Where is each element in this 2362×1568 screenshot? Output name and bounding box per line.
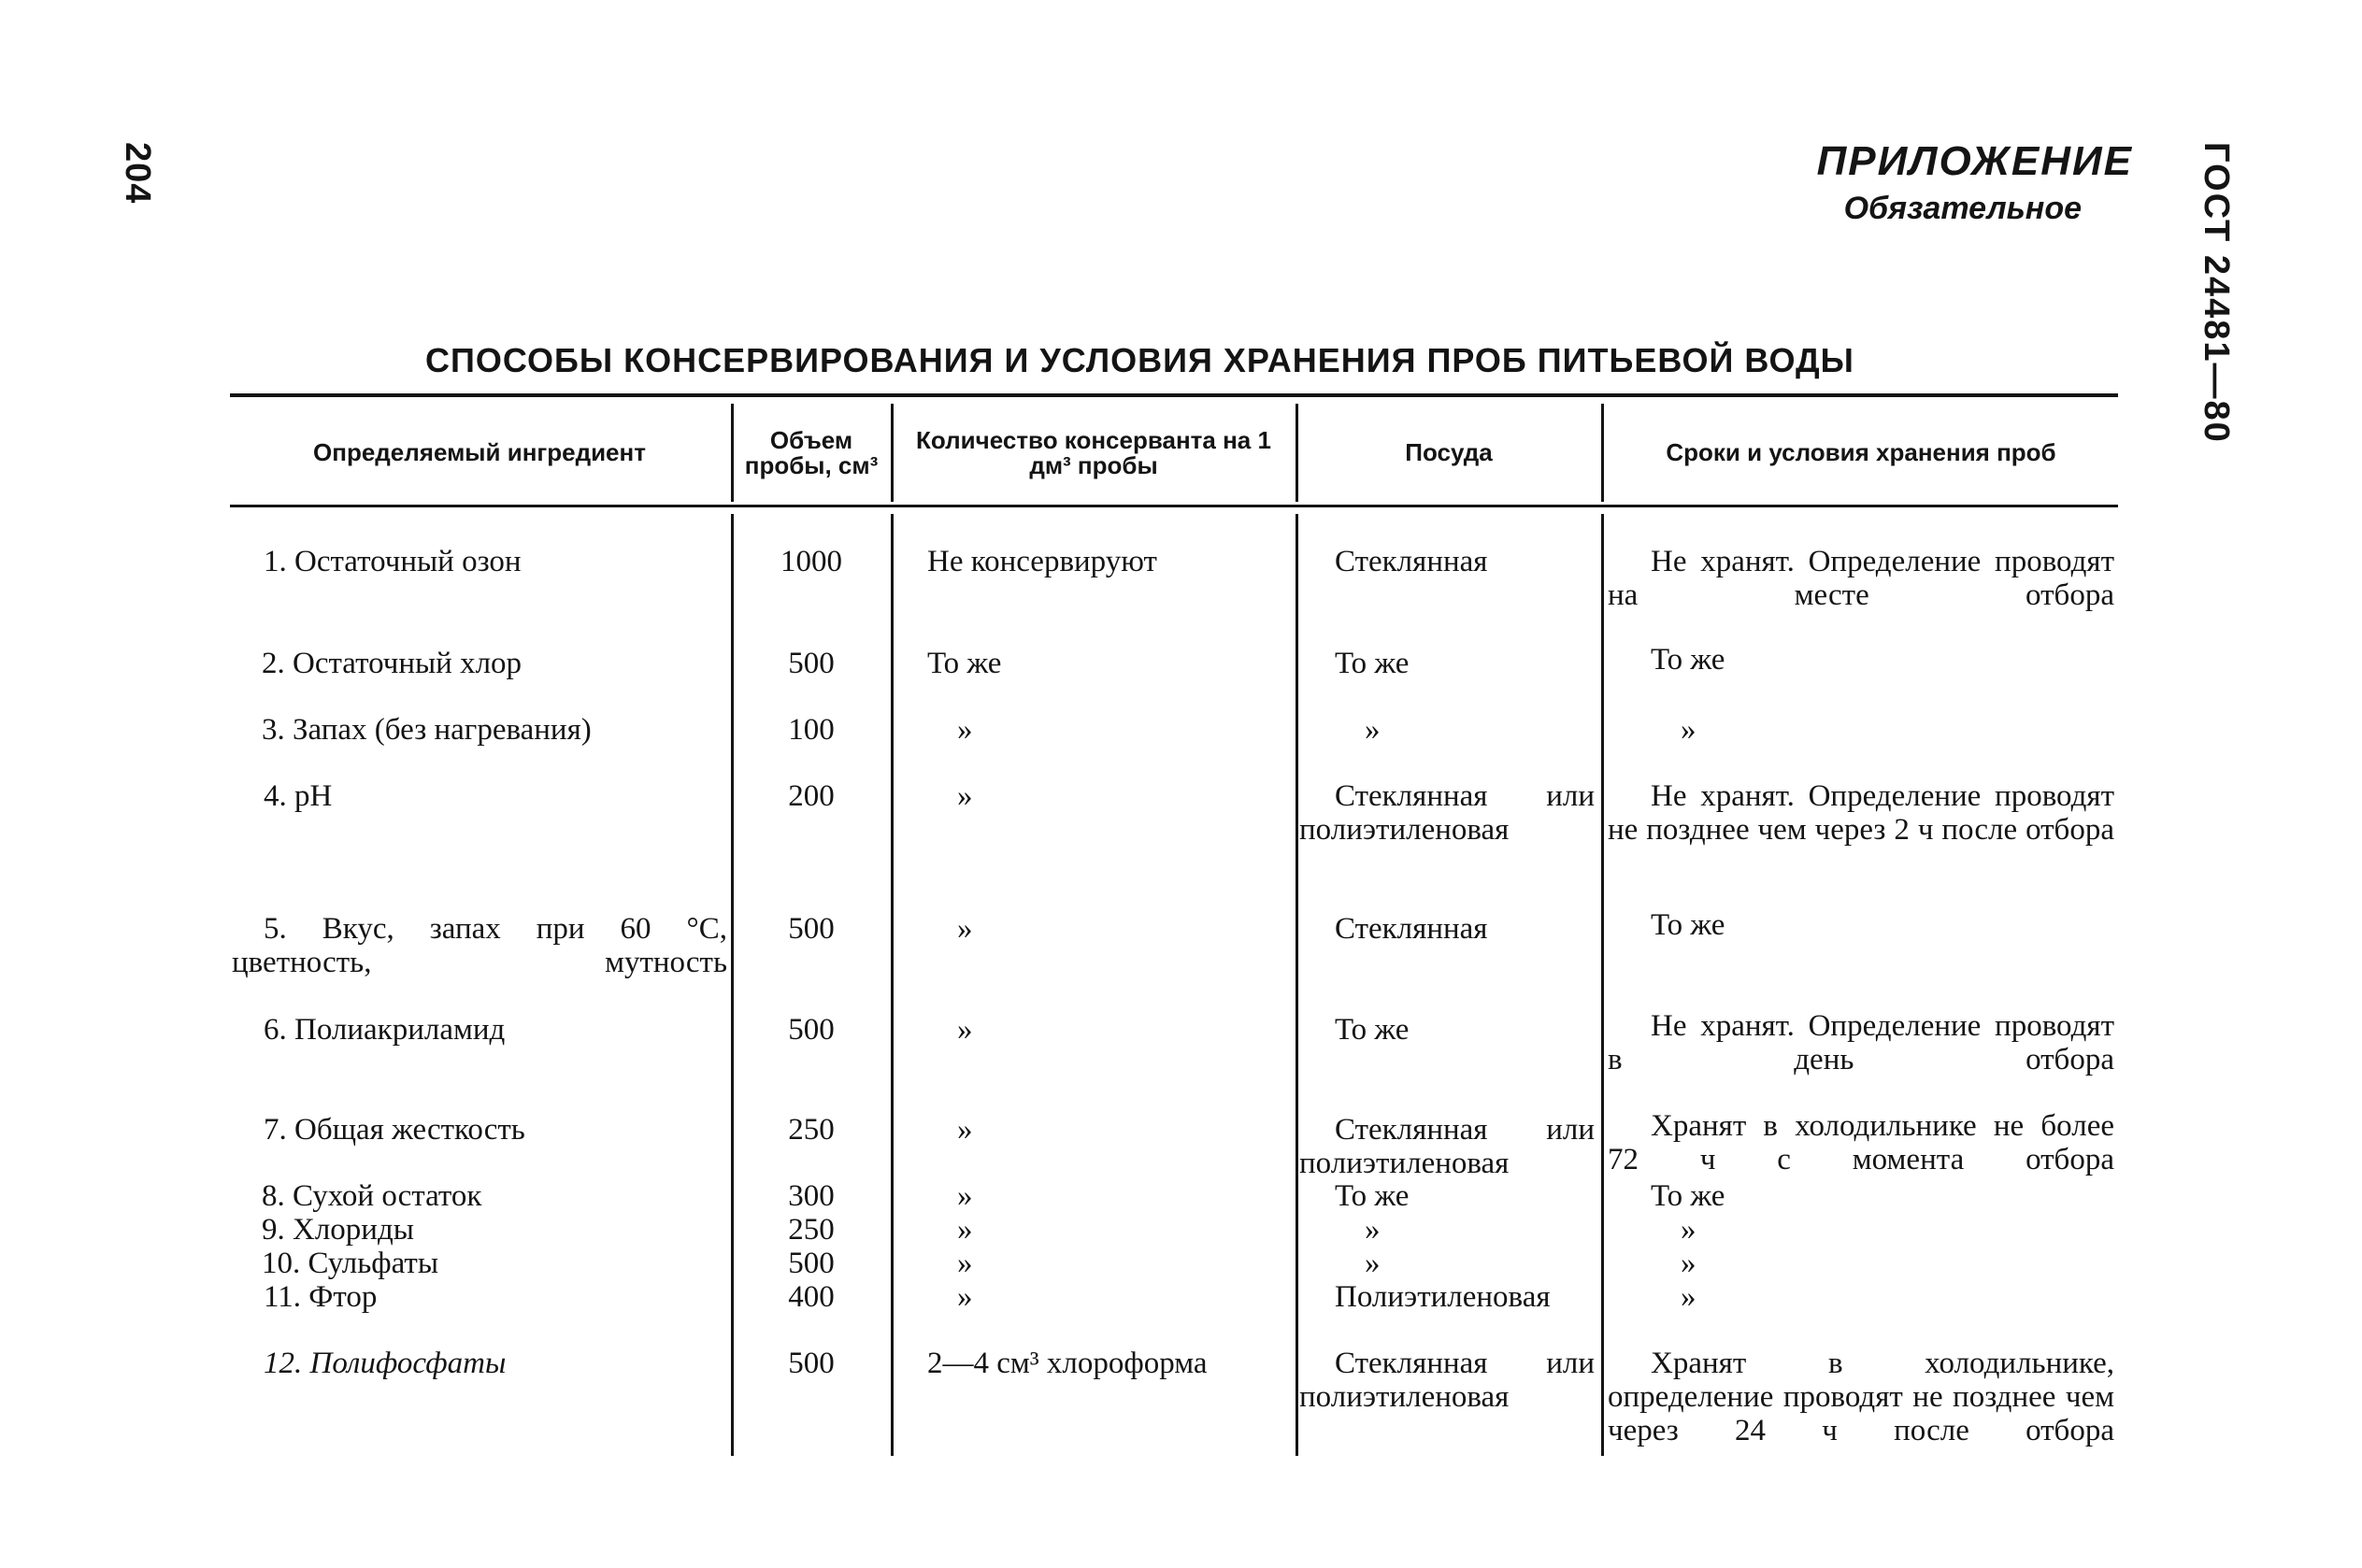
appendix-title: ПРИЛОЖЕНИЕ <box>1816 138 2133 184</box>
volume-cell: 500 <box>788 1013 835 1047</box>
storage-cell: То же <box>1651 643 1725 677</box>
column-header: Сроки и условия хранения проб <box>1666 438 2056 467</box>
column-header: Определяемый ингредиент <box>313 438 646 467</box>
preservative-cell: » <box>957 912 973 946</box>
ingredient-cell: 11. Фтор <box>264 1280 378 1314</box>
preservative-cell: 2—4 см³ хлороформа <box>927 1347 1208 1380</box>
storage-cell: » <box>1681 1280 1696 1314</box>
preservative-cell: » <box>957 1113 973 1147</box>
preservative-cell: » <box>957 713 973 747</box>
storage-cell: То же <box>1651 1179 1725 1213</box>
storage-cell: Не хранят. Определение проводят на месте отбора <box>1608 545 2114 612</box>
vessel-cell: » <box>1365 1247 1381 1280</box>
vessel-cell: Стеклянная <box>1335 912 1488 946</box>
ingredient-cell: 5. Вкус, запах при 60 °С, цветность, мутность <box>232 912 727 979</box>
volume-cell: 500 <box>788 647 835 680</box>
standard-code: ГОСТ 24481—80 <box>2197 142 2236 444</box>
column-header: Посуда <box>1405 438 1493 467</box>
storage-cell: » <box>1681 1247 1696 1280</box>
ingredient-cell: 6. Полиакриламид <box>264 1013 506 1047</box>
storage-cell: » <box>1681 713 1696 747</box>
volume-cell: 500 <box>788 1247 835 1280</box>
appendix-status: Обязательное <box>1843 191 2082 226</box>
ingredient-cell: 10. Сульфаты <box>262 1247 439 1280</box>
preservative-cell: » <box>957 1013 973 1047</box>
ingredient-cell: 3. Запах (без нагревания) <box>262 713 592 747</box>
vessel-cell: Стеклянная или полиэтиленовая <box>1299 1113 1595 1180</box>
ingredient-cell: 2. Остаточный хлор <box>262 647 523 680</box>
column-header: Объем пробы, см³ <box>744 425 879 479</box>
document-title: СПОСОБЫ КОНСЕРВИРОВАНИЯ И УСЛОВИЯ ХРАНЕНИЯ ПРОБ ПИТЬЕВОЙ ВОДЫ <box>425 341 1854 379</box>
table-header-rule <box>230 505 2118 507</box>
column-header: Количество консерванта на 1 дм³ пробы <box>916 425 1271 479</box>
ingredient-cell: 8. Сухой остаток <box>262 1179 482 1213</box>
volume-cell: 100 <box>788 713 835 747</box>
ingredient-cell: 7. Общая жесткость <box>264 1113 525 1147</box>
column-divider <box>891 404 894 502</box>
storage-cell: Не хранят. Определение проводят не позднее чем через 2 ч после отбора <box>1608 779 2114 847</box>
vessel-cell: Стеклянная или полиэтиленовая <box>1299 779 1595 847</box>
vessel-cell: Стеклянная <box>1335 545 1488 578</box>
vessel-cell: Стеклянная или полиэтиленовая <box>1299 1347 1595 1414</box>
appendix-label <box>1817 138 2133 227</box>
preservative-cell: » <box>957 1213 973 1247</box>
volume-cell: 500 <box>788 1347 835 1380</box>
ingredient-cell: 1. Остаточный озон <box>264 545 522 578</box>
volume-cell: 400 <box>788 1280 835 1314</box>
column-divider <box>731 514 734 1456</box>
vessel-cell: То же <box>1335 647 1410 680</box>
vessel-cell: » <box>1365 1213 1381 1247</box>
preservative-cell: То же <box>927 647 1002 680</box>
storage-cell: » <box>1681 1213 1696 1247</box>
vessel-cell: Полиэтиленовая <box>1335 1280 1551 1314</box>
ingredient-cell: 12. Полифосфаты <box>264 1347 507 1380</box>
volume-cell: 200 <box>788 779 835 813</box>
preservative-cell: » <box>957 779 973 813</box>
vessel-cell: То же <box>1335 1179 1410 1213</box>
preservative-cell: Не консервируют <box>927 545 1157 578</box>
column-divider <box>1296 514 1298 1456</box>
table-top-rule <box>230 393 2118 397</box>
column-divider <box>1601 514 1604 1456</box>
preservative-cell: » <box>957 1280 973 1314</box>
volume-cell: 250 <box>788 1113 835 1147</box>
ingredient-cell: 9. Хлориды <box>262 1213 414 1247</box>
volume-cell: 300 <box>788 1179 835 1213</box>
preservative-cell: » <box>957 1247 973 1280</box>
storage-cell: То же <box>1651 908 1725 942</box>
page-number: 204 <box>118 142 157 205</box>
volume-cell: 500 <box>788 912 835 946</box>
preservative-cell: » <box>957 1179 973 1213</box>
column-divider <box>1296 404 1298 502</box>
column-divider <box>891 514 894 1456</box>
vessel-cell: » <box>1365 713 1381 747</box>
storage-cell: Хранят в холодильнике, определение проводят не позднее чем через 24 ч после отбора <box>1608 1347 2114 1447</box>
storage-cell: Не хранят. Определение проводят в день отбора <box>1608 1009 2114 1076</box>
vessel-cell: То же <box>1335 1013 1410 1047</box>
storage-cell: Хранят в холодильнике не более 72 ч с момента отбора <box>1608 1109 2114 1176</box>
volume-cell: 250 <box>788 1213 835 1247</box>
volume-cell: 1000 <box>780 545 842 578</box>
ingredient-cell: 4. pH <box>264 779 333 813</box>
